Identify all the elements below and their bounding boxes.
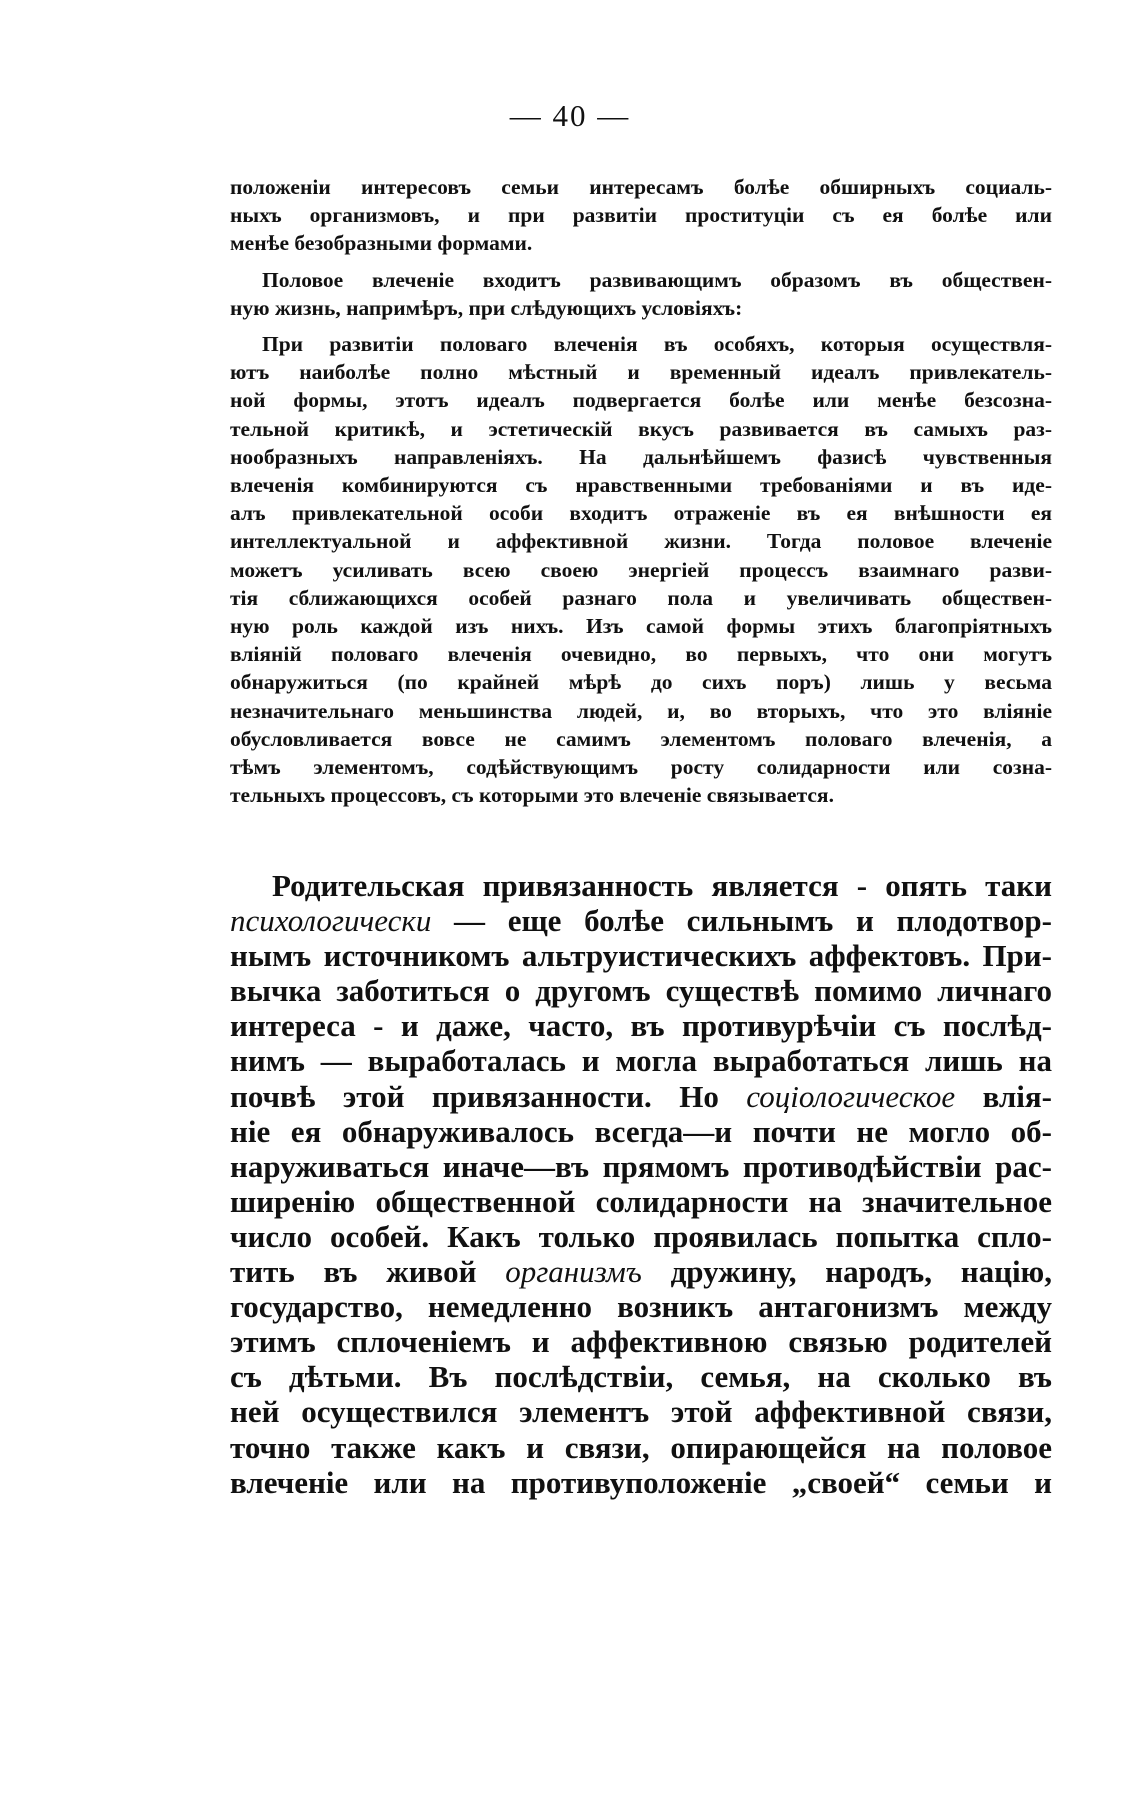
text-line: государство, немедленно возникъ антагонизмъ между [230, 1289, 1052, 1325]
italic-term: соцiологическое [746, 1078, 956, 1114]
italic-term: психологически [230, 903, 432, 939]
paragraph-sexual-attraction [230, 266, 1052, 322]
text-line: алъ привлекательной особи входитъ отраженiе въ ея внѣшности ея [230, 501, 1052, 526]
text-line [230, 1079, 1052, 1114]
text-line: число особей. Какъ только проявилась попытка спло- [230, 1218, 1052, 1254]
text-line: ную жизнь, напримѣръ, при слѣдующихъ условiяхъ: [230, 296, 743, 321]
text-line: тiя сближающихся особей разнаго пола и увеличивать обществен- [230, 585, 1052, 610]
text-line: нымъ источникомъ альтруистическихъ аффектовъ. При- [230, 938, 1052, 974]
text-fragment: — еще болѣе сильнымъ и плодотвор- [431, 903, 1052, 939]
text-line: обусловливается вовсе не самимъ элементомъ половаго влеченiя, а [230, 726, 1052, 751]
text-line: Половое влеченiе входитъ развивающимъ образомъ въ обществен- [262, 268, 1052, 292]
text-line: ютъ наиболѣе полно мѣстный и временный идеалъ привлекатель- [230, 360, 1052, 385]
text-fragment: тить въ живой [230, 1254, 506, 1290]
text-line: съ дѣтьми. Въ послѣдствiи, семья, на сколько въ [230, 1359, 1052, 1395]
text-line: наруживаться иначе—въ прямомъ противодѣйствiи рас- [230, 1148, 1052, 1184]
text-fragment: влiя- [955, 1078, 1052, 1114]
text-line: интеллектуальной и аффективной жизни. Тогда половое влеченiе [230, 529, 1052, 554]
text-line [230, 1254, 1052, 1289]
paragraph-development [230, 330, 1052, 809]
text-line: ныхъ организмовъ, и при развитiи проституцiи съ ея болѣе или [230, 203, 1052, 228]
paragraph-parental-attachment [230, 868, 1052, 1500]
text-line: тельныхъ процессовъ, съ которыми это влеченiе связывается. [230, 783, 834, 808]
text-line: можетъ усиливать всею своею энергiей процессъ взаимнаго разви- [230, 557, 1052, 582]
text-line: тельной критикѣ, и эстетическiй вкусъ развивается въ самыхъ раз- [230, 416, 1052, 441]
paragraph-continuation [230, 173, 1052, 258]
text-line: влеченiе или на противуположенiе „своей“ семьи и [230, 1464, 1052, 1500]
text-line: нимъ — выработалась и могла выработаться лишь на [230, 1043, 1052, 1079]
text-line: ной формы, этотъ идеалъ подвергается болѣе или менѣе безсозна- [230, 388, 1052, 413]
text-line: обнаружиться (по крайней мѣрѣ до сихъ поръ) лишь у весьма [230, 670, 1052, 695]
text-fragment: дружину, народъ, нацiю, [641, 1254, 1052, 1290]
text-line: нообразныхъ направленiяхъ. На дальнѣйшемъ фазисѣ чувственныя [230, 444, 1052, 469]
italic-term: организмъ [505, 1254, 642, 1290]
text-line: ширенiю общественной солидарности на значительное [230, 1183, 1052, 1219]
text-line: тѣмъ элементомъ, содѣйствующимъ росту солидарности или созна- [230, 755, 1052, 780]
text-line: нiе ея обнаруживалось всегда—и почти не могло об- [230, 1113, 1052, 1149]
text-line: влiянiй половаго влеченiя очевидно, во первыхъ, что они могутъ [230, 642, 1052, 667]
text-line: интереса - и даже, часто, въ противурѣчiи съ послѣд- [230, 1008, 1052, 1044]
text-line: точно также какъ и связи, опирающейся на половое [230, 1429, 1052, 1465]
text-line: ную роль каждой изъ нихъ. Изъ самой формы этихъ благопрiятныхъ [230, 614, 1052, 639]
text-line: вычка заботиться о другомъ существѣ помимо личнаго [230, 973, 1052, 1009]
text-line: При развитiи половаго влеченiя въ особяхъ, которыя осуществля- [262, 332, 1052, 356]
text-line: незначительнаго меньшинства людей, и, во вторыхъ, что это влiянiе [230, 698, 1052, 723]
text-line: менѣе безобразными формами. [230, 231, 533, 256]
text-line: ней осуществился элементъ этой аффективной связи, [230, 1394, 1052, 1430]
text-fragment: почвѣ этой привязанности. Но [230, 1078, 747, 1114]
text-line [230, 903, 1052, 938]
text-line: положенiи интересовъ семьи интересамъ болѣе обширныхъ социаль- [230, 175, 1052, 199]
page-number: — 40 — [509, 98, 631, 133]
text-line: Родительская привязанность является - опять таки [272, 868, 1052, 903]
text-line: влеченiя комбинируются съ нравственными требованiями и въ иде- [230, 473, 1052, 498]
text-line: этимъ сплоченiемъ и аффективною связью родителей [230, 1324, 1052, 1360]
